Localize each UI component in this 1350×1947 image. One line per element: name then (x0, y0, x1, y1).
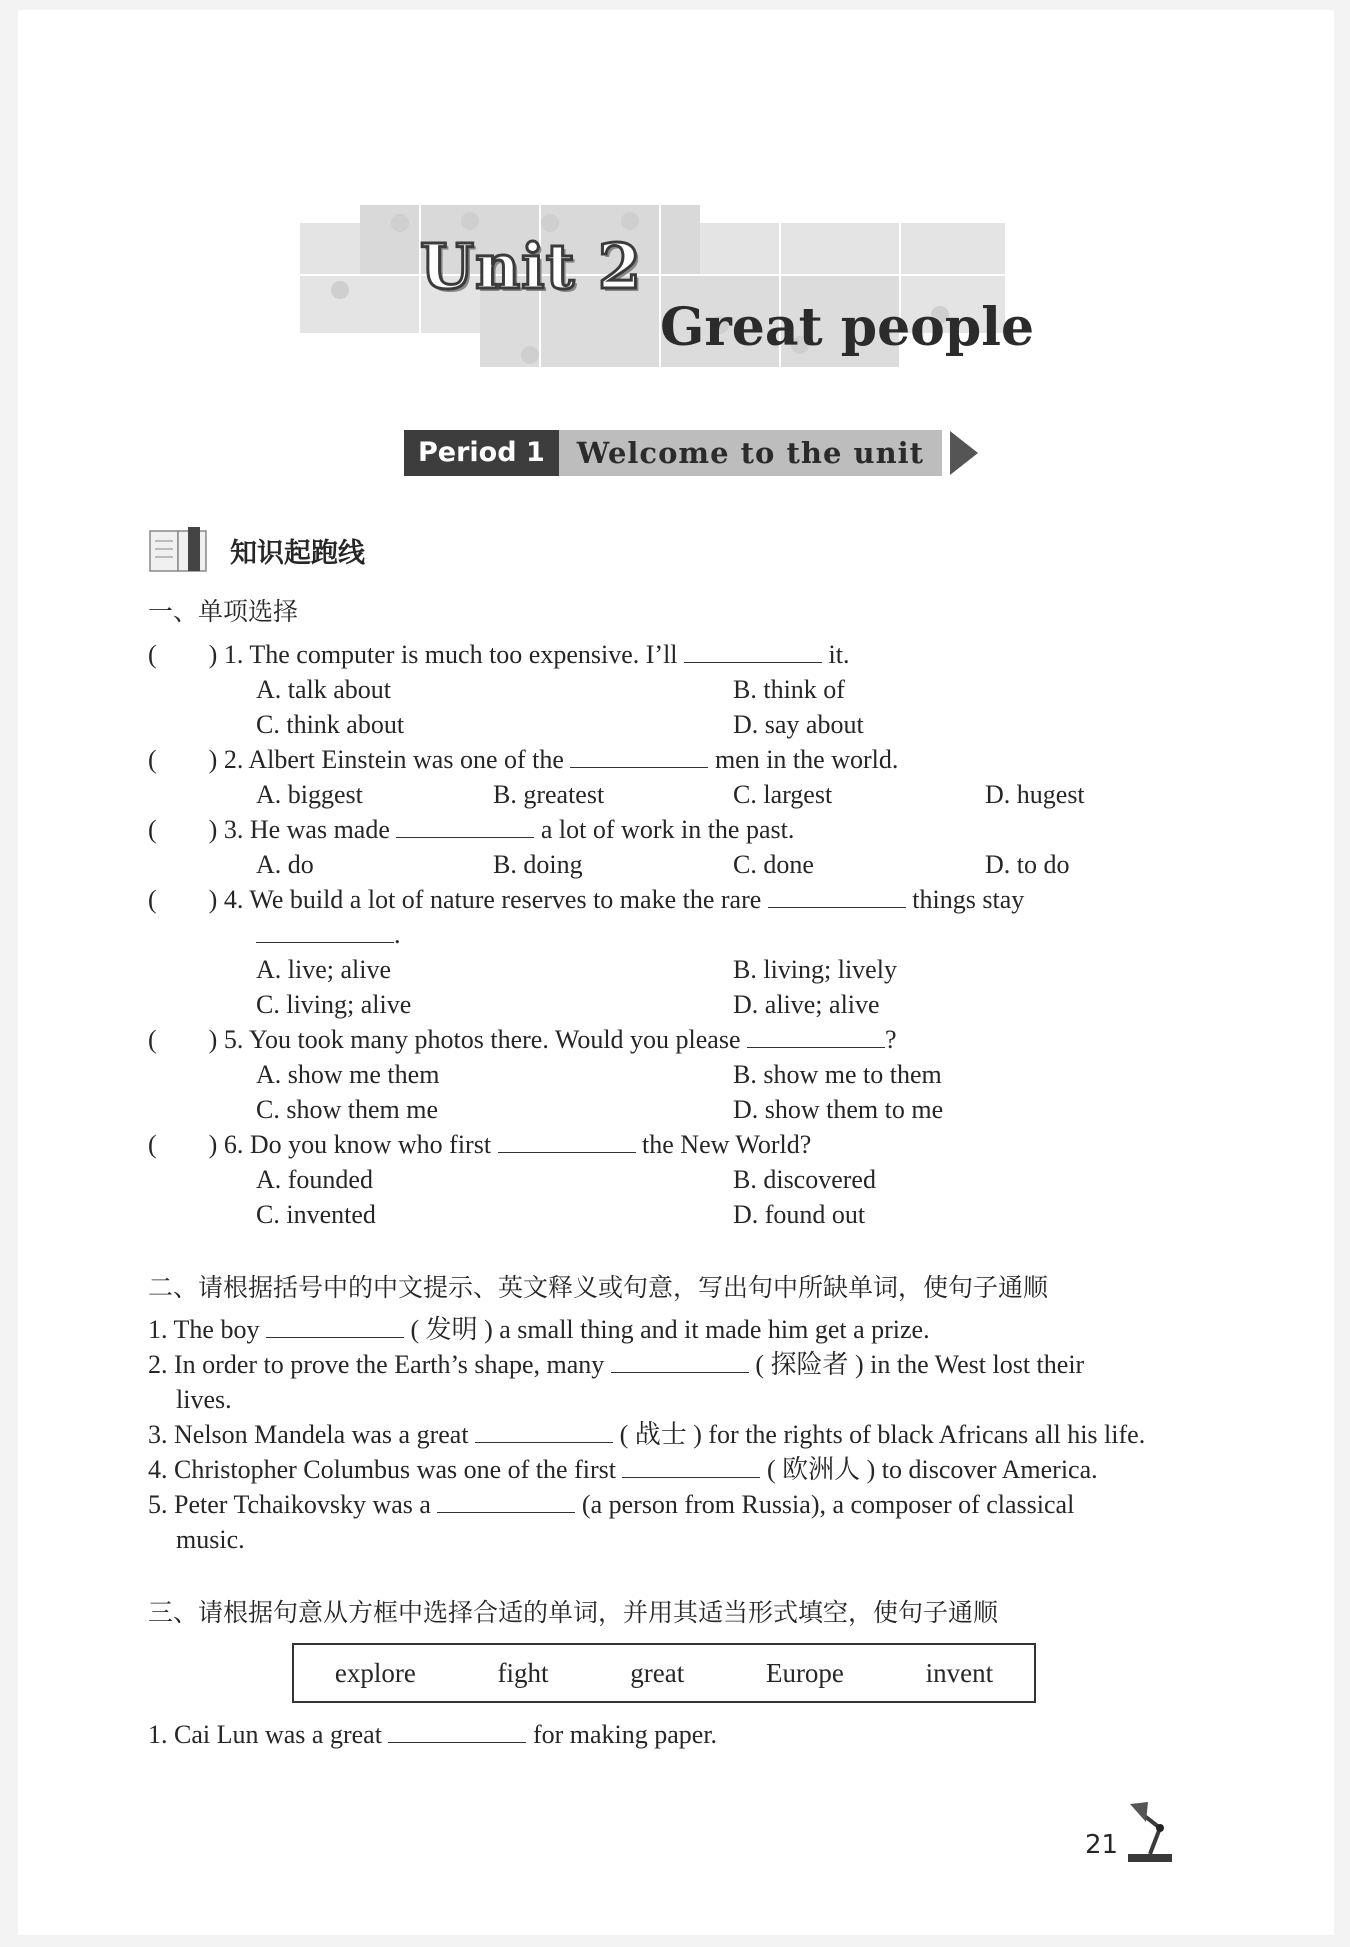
option-d: D. say about (733, 710, 864, 739)
option-b: B. show me to them (733, 1060, 942, 1089)
option-a: A. do (256, 850, 314, 879)
answer-blank[interactable] (396, 813, 534, 838)
word-option: great (630, 1657, 685, 1688)
period-tag: Period 1 (404, 430, 559, 476)
option-b: B. doing (493, 850, 583, 879)
option-d: D. alive; alive (733, 990, 880, 1019)
option-a: A. founded (256, 1165, 373, 1194)
option-c: C. show them me (256, 1095, 438, 1124)
option-c: C. living; alive (256, 990, 412, 1019)
fill-item-4: 4. Christopher Columbus was one of the first ( 欧洲人 ) to discover America. (148, 1455, 1098, 1484)
answer-blank[interactable] (747, 1023, 885, 1048)
answer-blank[interactable] (266, 1313, 404, 1338)
fill-item-5-continuation: music. (176, 1525, 245, 1554)
word-option: Europe (765, 1657, 844, 1688)
knowledge-heading-title: 知识起跑线 (230, 537, 365, 569)
fill-item-2-continuation: lives. (176, 1385, 232, 1414)
fill-item-3: 3. Nelson Mandela was a great ( 战士 ) for the rights of black Africans all his life. (148, 1420, 1146, 1449)
word-fill-item-1: 1. Cai Lun was a great for making paper. (148, 1720, 718, 1749)
word-box (292, 1643, 1036, 1703)
answer-blank[interactable] (475, 1418, 613, 1443)
lamp-icon (1120, 1800, 1180, 1864)
word-option: invent (925, 1657, 994, 1688)
answer-blank[interactable] (256, 918, 394, 943)
option-b: B. think of (733, 675, 845, 704)
question-3: ( ) 3. He was made a lot of work in the past. (148, 815, 795, 844)
section3-title: 三、请根据句意从方框中选择合适的单词，并用其适当形式填空，使句子通顺 (148, 1598, 999, 1627)
page-number: 21 (1085, 1830, 1119, 1860)
unit-banner (300, 205, 1035, 367)
arrow-right-icon (950, 431, 978, 475)
option-a: A. biggest (256, 780, 363, 809)
option-c: C. done (733, 850, 814, 879)
unit-title: Unit 2 (420, 230, 643, 303)
option-a: A. talk about (256, 675, 392, 704)
answer-blank[interactable] (768, 883, 906, 908)
word-option: explore (334, 1657, 416, 1688)
option-b: B. discovered (733, 1165, 876, 1194)
period-label: Welcome to the unit (559, 430, 942, 476)
fill-item-5: 5. Peter Tchaikovsky was a (a person from Russia), a composer of classical (148, 1490, 1075, 1519)
answer-paren[interactable]: ( (148, 1130, 157, 1159)
option-c: C. invented (256, 1200, 376, 1229)
period-bar (404, 430, 978, 476)
option-d: D. found out (733, 1200, 866, 1229)
question-1: ( ) 1. The computer is much too expensive. I’ll it. (148, 640, 850, 669)
knowledge-heading (148, 525, 365, 575)
answer-paren[interactable]: ( (148, 745, 157, 774)
answer-paren[interactable]: ( (148, 815, 157, 844)
option-c: C. think about (256, 710, 405, 739)
question-6: ( ) 6. Do you know who first the New World? (148, 1130, 812, 1159)
section1-title: 一、单项选择 (148, 597, 299, 626)
answer-blank[interactable] (437, 1488, 575, 1513)
fill-item-1: 1. The boy ( 发明 ) a small thing and it made him get a prize. (148, 1315, 930, 1344)
unit-subtitle: Great people (660, 297, 1035, 358)
option-d: D. hugest (985, 780, 1085, 809)
option-a: A. live; alive (256, 955, 392, 984)
option-b: B. living; lively (733, 955, 897, 984)
section2-title: 二、请根据括号中的中文提示、英文释义或句意，写出句中所缺单词，使句子通顺 (148, 1273, 1049, 1302)
fill-item-2: 2. In order to prove the Earth’s shape, many ( 探险者 ) in the West lost their (148, 1350, 1085, 1379)
option-c: C. largest (733, 780, 833, 809)
answer-blank[interactable] (684, 638, 822, 663)
answer-paren[interactable]: ( (148, 640, 157, 669)
question-4-continuation: . (256, 918, 401, 952)
answer-blank[interactable] (388, 1718, 526, 1743)
answer-paren[interactable]: ( (148, 885, 157, 914)
question-5: ( ) 5. You took many photos there. Would you please ? (148, 1025, 897, 1054)
question-2: ( ) 2. Albert Einstein was one of the men in the world. (148, 745, 899, 774)
answer-blank[interactable] (498, 1128, 636, 1153)
option-b: B. greatest (493, 780, 605, 809)
answer-paren[interactable]: ( (148, 1025, 157, 1054)
answer-blank[interactable] (622, 1453, 760, 1478)
option-a: A. show me them (256, 1060, 440, 1089)
question-4: ( ) 4. We build a lot of nature reserves to make the rare things stay (148, 885, 1025, 914)
option-d: D. to do (985, 850, 1070, 879)
answer-blank[interactable] (611, 1348, 749, 1373)
word-option: fight (497, 1657, 549, 1688)
option-d: D. show them to me (733, 1095, 944, 1124)
answer-blank[interactable] (570, 743, 708, 768)
book-icon (148, 525, 212, 575)
